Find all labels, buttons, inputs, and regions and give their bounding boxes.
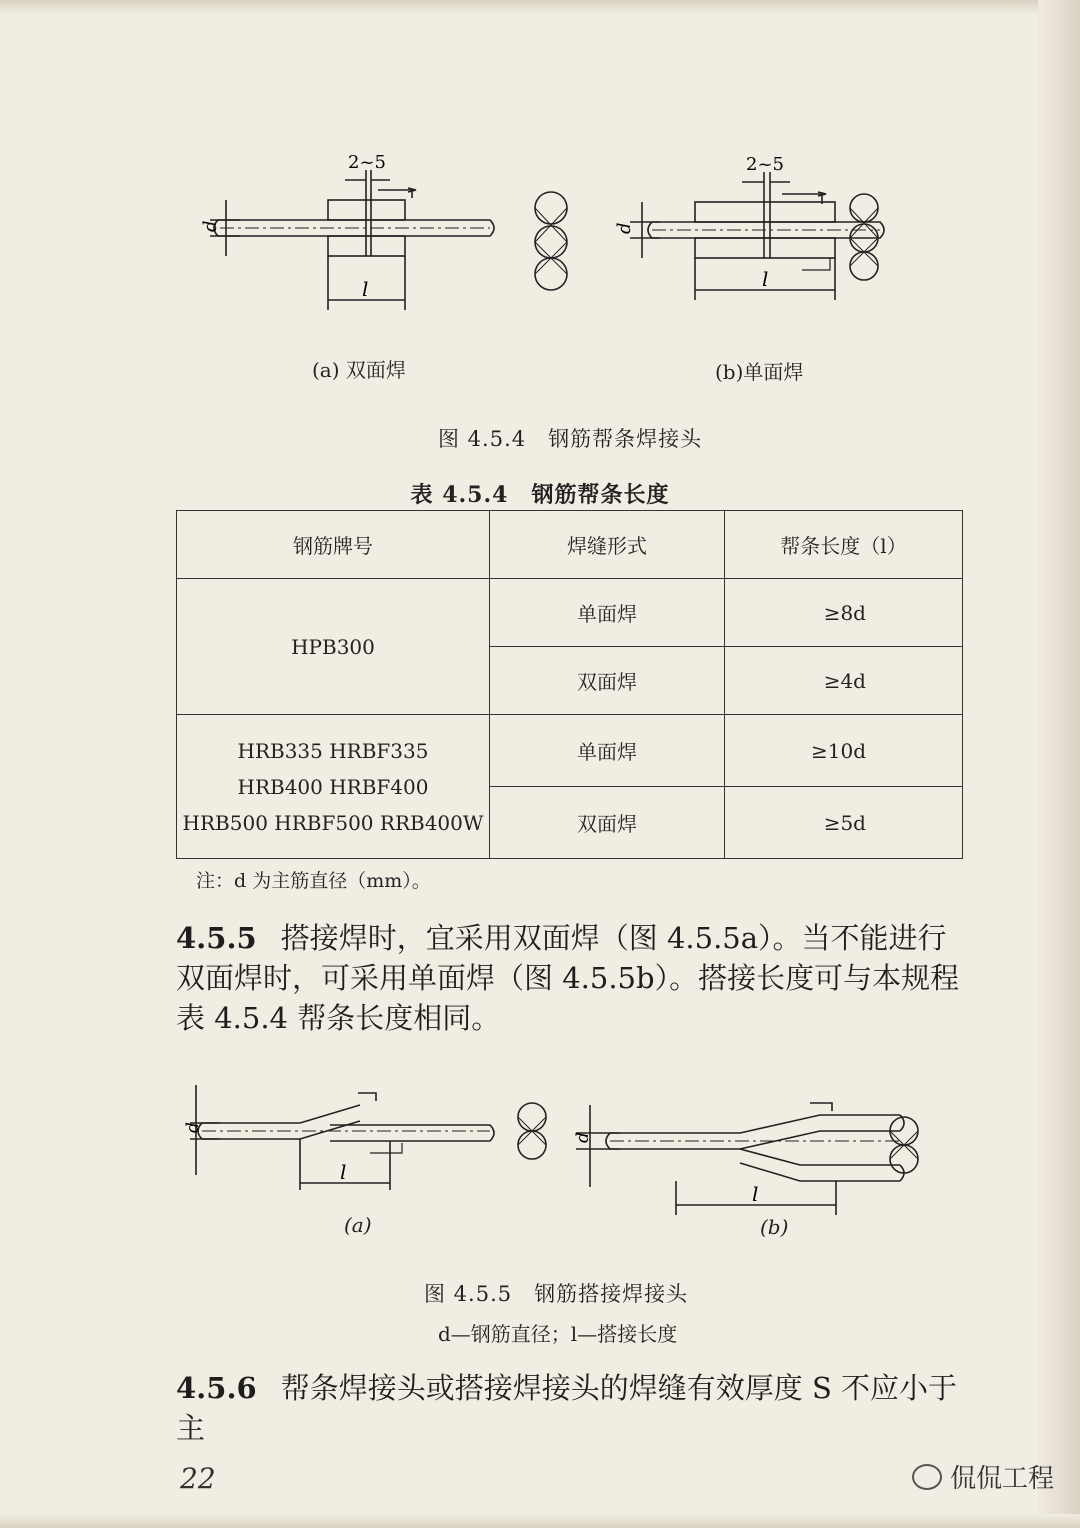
figure-4-5-4-title: 图 4.5.4 钢筋帮条焊接头 <box>438 427 703 451</box>
clause-text: 帮条焊接头或搭接焊接头的焊缝有效厚度 S 不应小于主 <box>176 1371 958 1445</box>
strap-b-top <box>695 202 835 222</box>
weld-cell: 双面焊 <box>490 787 725 859</box>
figure-4-5-5-caption-b: (b) <box>760 1215 789 1239</box>
lap-bar-a-right <box>330 1125 490 1141</box>
table-note: 注：d 为主筋直径（mm）。 <box>196 870 431 892</box>
strap-length-table <box>176 510 963 859</box>
section-arrow-a <box>378 190 412 198</box>
section-hatch-b <box>850 208 878 266</box>
header-weld-type: 焊缝形式 <box>490 511 725 579</box>
lap-hatch-b <box>890 1131 918 1159</box>
strap-b-bottom <box>695 238 835 258</box>
weld-cell: 单面焊 <box>490 579 725 647</box>
weld-leader-b <box>802 258 830 270</box>
lap-weld-leader-a <box>370 1143 402 1153</box>
paragraph-4-5-5 <box>176 918 961 1038</box>
lap-section-arrow-a <box>358 1093 376 1101</box>
lap-bar-a-left <box>202 1105 360 1139</box>
clause-number: 4.5.6 <box>176 1371 257 1405</box>
lap-section-circle-a-top <box>518 1103 546 1131</box>
table-row <box>177 579 963 647</box>
grade-cell-1 <box>177 579 490 715</box>
l-label-a: l <box>362 277 369 301</box>
weld-cell: 双面焊 <box>490 647 725 715</box>
figure-4-5-5-drawing <box>180 1075 940 1245</box>
figure-4-5-4-caption-b: (b)单面焊 <box>715 360 804 384</box>
section-hatch-a <box>535 208 567 274</box>
dim-label-a: 2~5 <box>348 152 386 173</box>
watermark <box>912 1458 1054 1495</box>
grade-cell-2 <box>177 715 490 859</box>
length-cell: ≥5d <box>725 787 963 859</box>
table-header-row <box>177 511 963 579</box>
figure-4-5-4-drawing <box>190 150 900 390</box>
clause-number: 4.5.5 <box>176 921 257 955</box>
dim-label-b: 2~5 <box>746 154 784 175</box>
figure-4-5-4-caption-a: (a) 双面焊 <box>312 358 406 382</box>
lap-bar-b-bottom <box>740 1149 900 1181</box>
watermark-text: 侃侃工程 <box>950 1464 1055 1494</box>
d-label-b: d <box>614 222 635 234</box>
page-number: 22 <box>180 1462 216 1495</box>
grade-line: HRB400 HRBF400 <box>237 774 429 799</box>
table-title: 表 4.5.4 钢筋帮条长度 <box>410 482 670 508</box>
wechat-icon <box>912 1464 942 1490</box>
figure-4-5-5-caption-a: (a) <box>344 1213 372 1237</box>
table-row <box>177 715 963 787</box>
figure-4-5-5-title: 图 4.5.5 钢筋搭接焊接头 <box>424 1282 689 1306</box>
section-circle-a-mid <box>535 226 567 258</box>
lap-d-label-b: d <box>573 1132 593 1143</box>
lap-section-arrow-b <box>810 1103 832 1111</box>
lap-l-label-b: l <box>752 1182 759 1206</box>
lap-section-circle-a-bottom <box>518 1131 546 1159</box>
d-label-a: d <box>200 220 221 232</box>
lap-bar-a-end <box>490 1125 494 1141</box>
grade-line: HRB335 HRBF335 <box>237 738 429 763</box>
lap-bar-b-top <box>610 1115 900 1149</box>
page-shadow-bottom <box>0 1514 1080 1528</box>
length-cell: ≥8d <box>725 579 963 647</box>
lap-d-label-a: d <box>183 1122 203 1133</box>
weld-cell: 单面焊 <box>490 715 725 787</box>
page-shadow-top <box>0 0 1080 14</box>
section-circle-b-top <box>850 194 878 222</box>
header-grade: 钢筋牌号 <box>177 511 490 579</box>
header-strap-length: 帮条长度（l） <box>725 511 963 579</box>
grade-line: HRB500 HRBF500 RRB400W <box>182 810 484 835</box>
clause-text: 搭接焊时，宜采用双面焊（图 4.5.5a）。当不能进行双面焊时，可采用单面焊（图 4.5.5b）。搭接长度可与本规程表 4.5.4 帮条长度相同。 <box>176 921 960 1035</box>
l-label-b: l <box>762 267 769 291</box>
figure-4-5-5-legend: d—钢筋直径；l—搭接长度 <box>438 1322 678 1346</box>
lap-bar-b-ends <box>606 1115 904 1181</box>
page-shadow-right <box>1038 0 1080 1528</box>
length-cell: ≥4d <box>725 647 963 715</box>
section-circle-a-top <box>535 192 567 224</box>
section-circle-b-bottom <box>850 252 878 280</box>
lap-section-circle-b-bottom <box>890 1145 918 1173</box>
paragraph-4-5-6 <box>176 1368 976 1448</box>
length-cell: ≥10d <box>725 715 963 787</box>
grade-line: HPB300 <box>291 634 375 659</box>
section-circle-a-bottom <box>535 258 567 290</box>
lap-hatch-a <box>518 1117 546 1145</box>
lap-l-label-a: l <box>340 1160 347 1184</box>
